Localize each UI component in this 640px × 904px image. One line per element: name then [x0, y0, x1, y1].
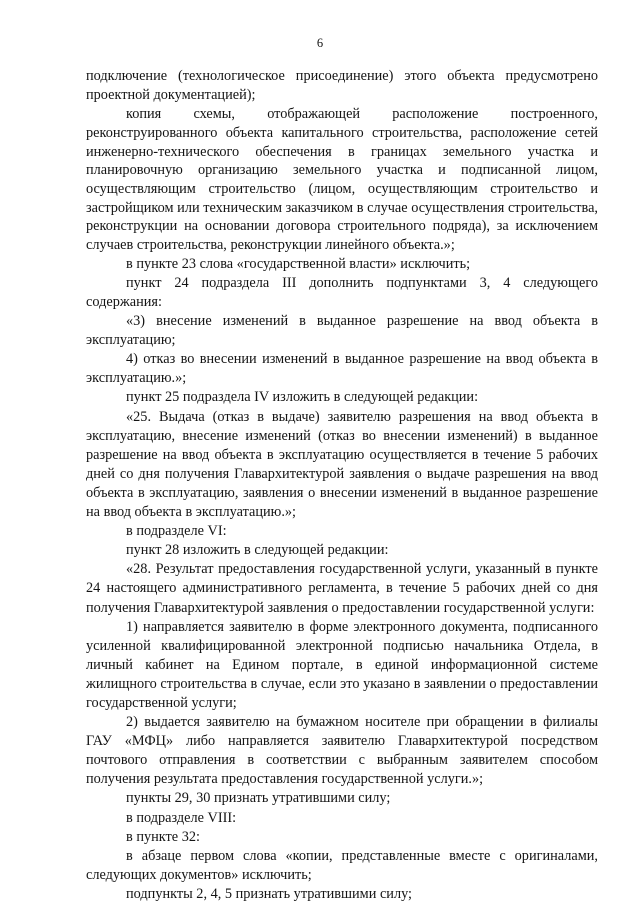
- document-body: [86, 67, 598, 904]
- paragraph-15: в подразделе VIII:: [126, 809, 237, 826]
- page-number: 6: [316, 36, 324, 50]
- paragraph-4: пункт 24 подраздела III дополнить подпунктами 3, 4 следующего содержания:: [86, 274, 598, 310]
- paragraph-6: 4) отказ во внесении изменений в выданное разрешение на ввод объекта в эксплуатацию.»;: [86, 351, 598, 387]
- paragraph-17: в абзаце первом слова «копии, представленные вместе с оригиналами, следующих документов» исключить;: [86, 847, 598, 883]
- paragraph-12: 1) направляется заявителю в форме электронного документа, подписанного усиленной квалифицированной электронной подписью начальника Отдела, в личный кабинет на Едином портале, в единой информационной системе жилищного строительства в случае, если это указано в заявлении о предоставлении государственной услуги;: [86, 618, 598, 711]
- paragraph-16: в пункте 32:: [126, 828, 200, 845]
- paragraph-2: копия схемы, отображающей расположение построенного, реконструированного объекта капитального строительства, расположение сетей инженерно-технического обеспечения в границах земельного участка и планировочную организацию земельного участка и подписанной лицом, осуществляющим строительство (лицом, осуществляющим строительство и застройщиком или техническим заказчиком в случае осуществления строительства, реконструкции на основании договора строительного подряда), за исключением случаев строительства, реконструкции линейного объекта.»;: [86, 106, 598, 254]
- paragraph-5: «3) внесение изменений в выданное разрешение на ввод объекта в эксплуатацию;: [86, 313, 598, 349]
- paragraph-8: «25. Выдача (отказ в выдаче) заявителю разрешения на ввод объекта в эксплуатацию, внесение изменений (отказ во внесении изменений) в выданное разрешение на ввод объекта в эксплуатацию осуществляется в течение 5 рабочих дней со дня получения Главархитектурой заявления о выдаче разрешения на ввод объекта в эксплуатацию, заявления о внесении изменений в выданное разрешение на ввод объекта в эксплуатацию.»;: [86, 408, 598, 521]
- paragraph-18: подпункты 2, 4, 5 признать утратившими силу;: [126, 885, 413, 902]
- paragraph-7: пункт 25 подраздела IV изложить в следующей редакции:: [126, 389, 479, 406]
- paragraph-13: 2) выдается заявителю на бумажном носителе при обращении в филиалы ГАУ «МФЦ» либо направляется заявителю Главархитектурой посредством почтового отправления в соответствии с выбранным заявителем способом получения результата предоставления государственной услуги.»;: [86, 714, 598, 788]
- paragraph-1: подключение (технологическое присоединение) этого объекта предусмотрено проектной документацией);: [86, 68, 598, 104]
- paragraph-11: «28. Результат предоставления государственной услуги, указанный в пункте 24 настоящего административного регламента, в течение 5 рабочих дней со дня получения Главархитектурой заявления о предоставлении государственной услуги:: [86, 561, 598, 616]
- paragraph-14: пункты 29, 30 признать утратившими силу;: [126, 790, 391, 807]
- paragraph-3: в пункте 23 слова «государственной власти» исключить;: [126, 255, 471, 272]
- paragraph-10: пункт 28 изложить в следующей редакции:: [126, 542, 389, 559]
- paragraph-9: в подразделе VI:: [126, 523, 227, 540]
